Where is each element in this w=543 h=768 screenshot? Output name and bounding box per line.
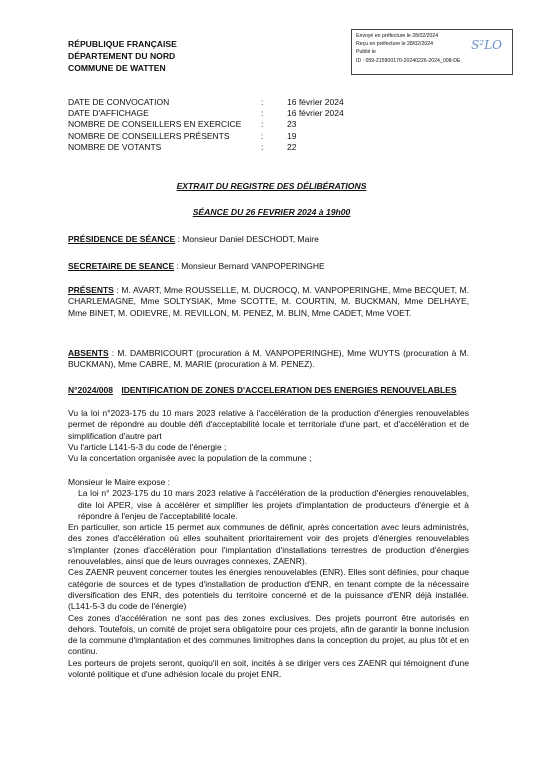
stamp-id-line: ID : 059-215900170-20240226-2024_008-DE (356, 57, 461, 64)
secretaire-text: : Monsieur Bernard VANPOPERINGHE (174, 261, 325, 271)
expose-paragraph: La loi n° 2023-175 du 10 mars 2023 relative à l'accélération de la production d'énergies renouvelables, dite loi APER, vise à accélérer et simplifier les projets d'implantation de producteurs d'énergie et à répondre à l'enjeu de l'acceptabilité locale. (78, 488, 469, 521)
extract-title: EXTRAIT DU REGISTRE DES DÉLIBÉRATIONS (176, 181, 367, 191)
deliberation-heading (68, 385, 469, 396)
info-label: NOMBRE DE VOTANTS (68, 141, 162, 152)
secretaire-line (68, 261, 469, 272)
info-label: NOMBRE DE CONSEILLERS PRÉSENTS (68, 130, 230, 141)
stamp-published-line: Publié le (356, 49, 376, 56)
expose-intro: Monsieur le Maire expose : (68, 477, 171, 487)
info-colon: : (261, 141, 264, 152)
expose-paragraph: En particulier, son article 15 permet aux communes de définir, après concertation avec leurs administrés, des zones d'accélération où elles souhaitent prioritairement voir des projets d'énergies renouvelables s'implanter (zones d'accélération pour l'implantation d'installations terrestres de production d'énergies renouvelables, ainsi que de leurs ouvrages connexes, ZAENR). (68, 522, 469, 567)
s2lo-logo: S²LO (471, 38, 502, 52)
stamp-received-line: Reçu en préfecture le 28/02/2024 (356, 41, 434, 48)
expose-paragraph: Ces zones d'accélération ne sont pas des zones exclusives. Des projets pourront être autorisés en dehors. Toutefois, un comité de projet sera obligatoire pour ces projets, afin de garantir la bonne inclusion de la commune d'implantation et des communes limitrophes dans la conception du projet, au plus tôt et en continu. (68, 612, 469, 657)
secretaire-label: SECRETAIRE DE SEANCE (68, 261, 175, 271)
info-value: 16 février 2024 (287, 108, 344, 119)
info-colon: : (261, 108, 264, 119)
info-label: DATE DE CONVOCATION (68, 97, 170, 107)
vu-loi: Vu la loi n°2023-175 du 10 mars 2023 relative à l'accélération de la production d'énergies renouvelables permet de répondre au double défi d'acceptabilité locale et territoriale d'une part, et d'accélération et de simplification d'autre part (68, 408, 469, 441)
info-value: 16 février 2024 (287, 97, 344, 107)
presents-block (68, 285, 469, 319)
vu-block (68, 408, 469, 464)
presidence-label: PRÉSIDENCE DE SÉANCE (68, 234, 176, 244)
header-block (68, 38, 177, 74)
vu-article: Vu l'article L141-5-3 du code de l'énergie ; (68, 441, 227, 452)
expose-block (68, 477, 469, 680)
commune-label: COMMUNE DE WATTEN (68, 63, 166, 73)
absents-label: ABSENTS (68, 348, 109, 358)
info-colon: : (261, 119, 264, 130)
stamp-sent-line: Envoyé en préfecture le 28/02/2024 (356, 33, 439, 39)
prefecture-stamp (351, 29, 513, 75)
info-value: 19 (287, 130, 297, 141)
info-value: 22 (287, 141, 297, 152)
presidence-line (68, 234, 469, 245)
deliberation-number: N°2024/008 (68, 385, 113, 395)
presents-text: : M. AVART, Mme ROUSSELLE, M. DUCROCQ, M. VANPOPERINGHE, Mme BECQUET, M. CHARLEMAGNE, Mme SOLTYSIAK, Mme SCOTTE, M. COURTIN, M. BUCKMAN, Mme DELHAYE, Mme BINET, M. ODIEVRE, M. REVILLON, M. PENEZ, M. BLIN, Mme CADET, Mme VOET. (68, 285, 469, 318)
vu-concertation: Vu la concertation organisée avec la population de la commune ; (68, 453, 312, 464)
session-title: SÉANCE DU 26 FEVRIER 2024 à 19h00 (192, 207, 351, 217)
info-label: DATE D'AFFICHAGE (68, 108, 149, 119)
info-value: 23 (287, 119, 297, 130)
expose-paragraph: Ces ZAENR peuvent concerner toutes les énergies renouvelables (ENR). Elles sont définies, pour chaque catégorie de sources et de types d'installation de production d'ENR, en tenant compte de la nécessaire diversification des ENR, des potentiels du territoire concerné et de la puissance d'ENR déjà installée. (L141-5-3 du code de l'énergie) (68, 567, 469, 612)
info-colon: : (261, 130, 264, 141)
expose-paragraph: Les porteurs de projets seront, quoiqu'il en soit, incités à se diriger vers ces ZAENR qui témoignent d'une volonté politique et d'une adhésion locale du projet ENR. (68, 657, 469, 680)
info-colon: : (261, 97, 264, 107)
presidence-text: : Monsieur Daniel DESCHODT, Maire (175, 234, 319, 244)
absents-text: : M. DAMBRICOURT (procuration à M. VANPOPERINGHE), Mme WUYTS (procuration à M. BUCKMAN), Mme CABRE, M. MARIE (procuration à M. PENEZ). (68, 348, 469, 370)
absents-block (68, 348, 469, 371)
department-label: DÉPARTEMENT DU NORD (68, 51, 176, 61)
republic-label: RÉPUBLIQUE FRANÇAISE (68, 39, 177, 49)
info-label: NOMBRE DE CONSEILLERS EN EXERCICE (68, 119, 242, 130)
deliberation-title: IDENTIFICATION DE ZONES D'ACCELERATION DES ENERGIES RENOUVELABLES (121, 385, 457, 395)
presents-label: PRÉSENTS (68, 285, 114, 295)
